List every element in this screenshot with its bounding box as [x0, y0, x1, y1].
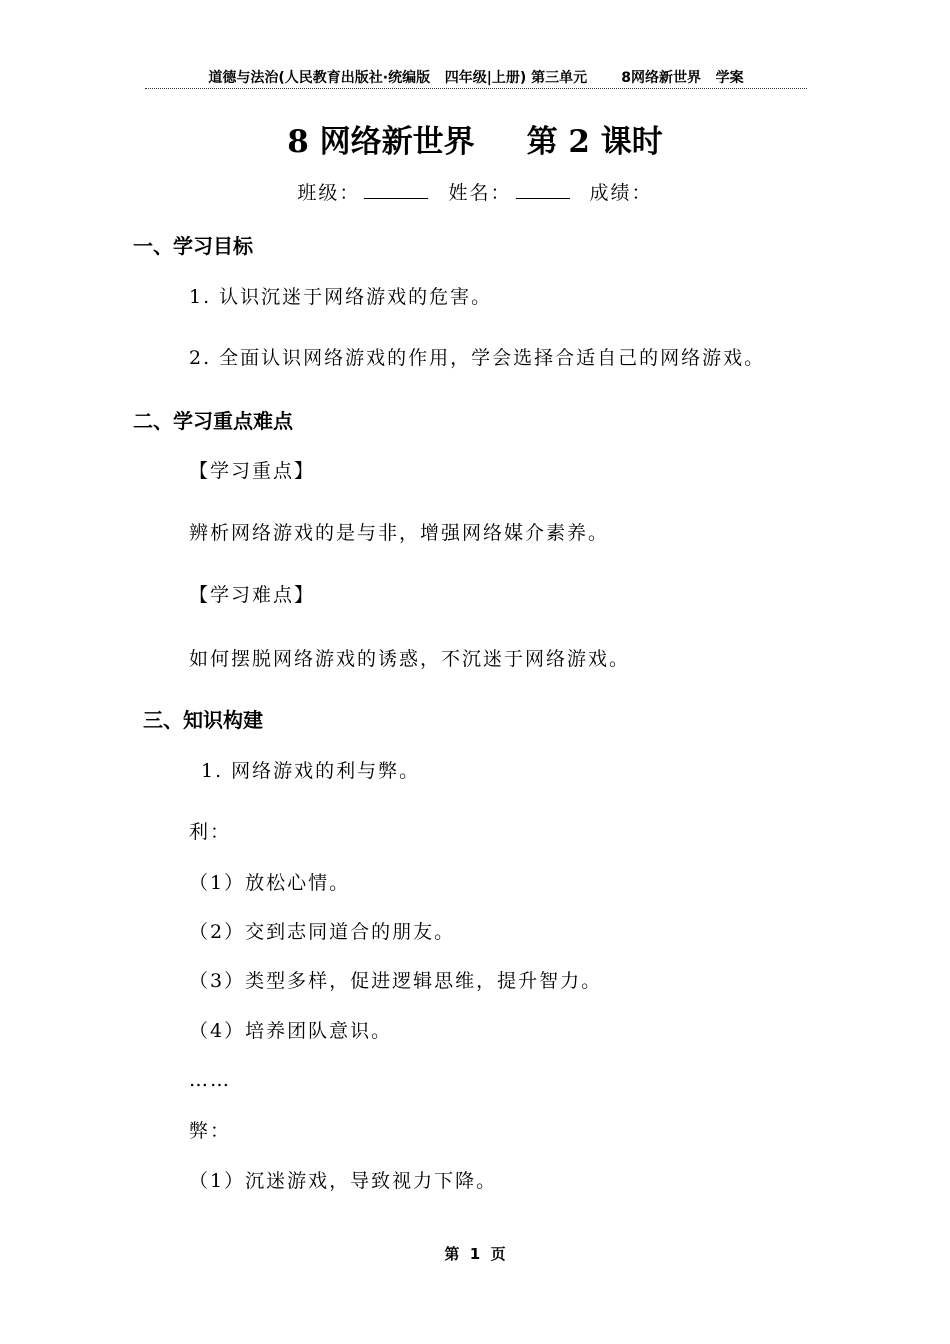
- section1-heading: 一、学习目标: [133, 234, 253, 258]
- pro-1: （1）放松心情。: [189, 872, 351, 894]
- con-1: （1）沉迷游戏，导致视力下降。: [189, 1170, 498, 1192]
- pro-4: （4）培养团队意识。: [189, 1020, 393, 1042]
- knowledge-item-1: 1. 网络游戏的利与弊。: [201, 760, 421, 782]
- key-point-text: 辨析网络游戏的是与非，增强网络媒介素养。: [189, 522, 610, 544]
- difficulty-text: 如何摆脱网络游戏的诱惑，不沉迷于网络游戏。: [189, 648, 631, 670]
- name-label: 姓名：: [448, 182, 512, 204]
- class-blank[interactable]: [364, 178, 428, 199]
- section3-heading: 三、知识构建: [143, 708, 263, 732]
- cons-label: 弊：: [189, 1120, 232, 1142]
- page-number: 第 1 页: [444, 1245, 506, 1263]
- section2-heading: 二、学习重点难点: [133, 409, 293, 433]
- page-title: [0, 120, 950, 164]
- pro-2: （2）交到志同道合的朋友。: [189, 921, 456, 943]
- ellipsis: ……: [189, 1069, 231, 1091]
- objective-2: 2. 全面认识网络游戏的作用，学会选择合适自己的网络游戏。: [189, 347, 766, 369]
- difficulty-label: 【学习难点】: [189, 584, 316, 606]
- student-info-row: [0, 178, 950, 207]
- page-header: 道德与法治(人民教育出版社·统编版 四年级|上册) 第三单元 8网络新世界 学案: [145, 68, 807, 89]
- key-point-label: 【学习重点】: [189, 460, 316, 482]
- pros-label: 利：: [189, 821, 232, 843]
- score-label: 成绩：: [589, 182, 653, 204]
- lesson-period: 第 2 课时: [526, 124, 663, 160]
- lesson-title: 8 网络新世界: [287, 124, 475, 160]
- objective-1: 1. 认识沉迷于网络游戏的危害。: [189, 286, 493, 308]
- class-label: 班级：: [297, 182, 361, 204]
- pro-3: （3）类型多样，促进逻辑思维，提升智力。: [189, 970, 603, 992]
- name-blank[interactable]: [516, 178, 570, 199]
